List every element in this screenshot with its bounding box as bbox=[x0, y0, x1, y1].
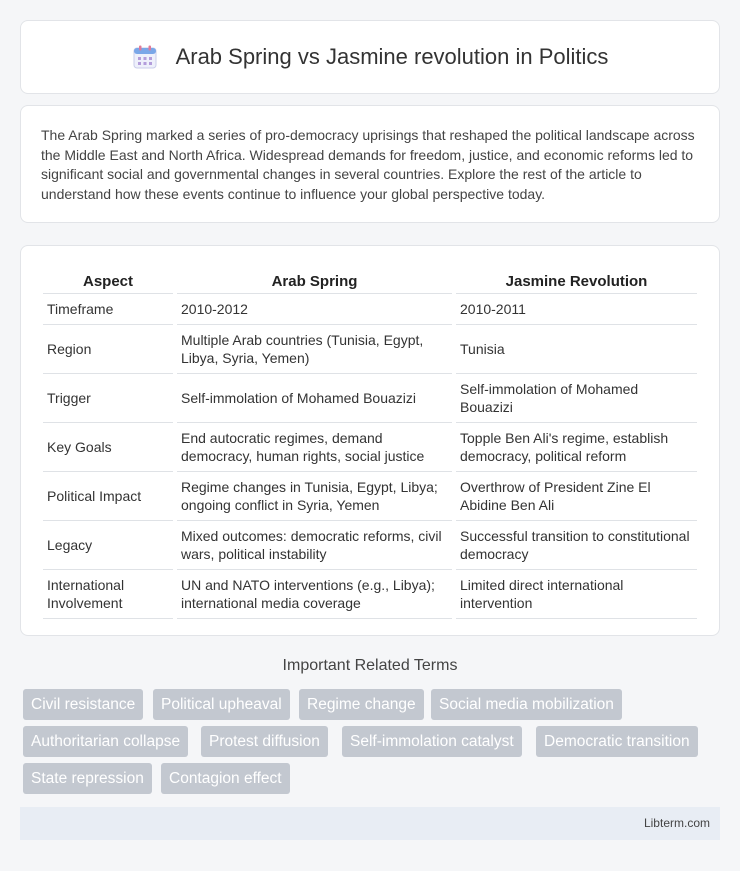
term-tag[interactable]: Democratic transition bbox=[536, 726, 698, 757]
comparison-table-card bbox=[20, 245, 720, 636]
intro-card bbox=[20, 105, 720, 223]
table-cell: Topple Ben Ali's regime, establish democracy, political reform bbox=[456, 423, 697, 472]
footer-site-link[interactable]: Libterm.com bbox=[643, 816, 710, 830]
column-header-arab-spring: Arab Spring bbox=[177, 264, 452, 294]
term-tag[interactable]: Regime change bbox=[299, 689, 424, 720]
table-cell: Region bbox=[43, 325, 173, 374]
term-tag[interactable]: Protest diffusion bbox=[201, 726, 328, 757]
term-tag[interactable]: Authoritarian collapse bbox=[23, 726, 188, 757]
table-cell: 2010-2011 bbox=[456, 294, 697, 325]
table-cell: Self-immolation of Mohamed Bouazizi bbox=[456, 374, 697, 423]
term-tag[interactable]: Self-immolation catalyst bbox=[342, 726, 522, 757]
related-terms-title: Important Related Terms bbox=[282, 657, 458, 674]
table-cell: Political Impact bbox=[43, 472, 173, 521]
intro-text: The Arab Spring marked a series of pro-democracy uprisings that reshaped the political landscape across the Middle East and North Africa. Widespread demands for freedom, justice, and economic reforms led to significant social and governmental changes in several countries. Explore the rest of the article to understand how these events continue to influence your global perspective today. bbox=[41, 127, 695, 202]
table-row bbox=[43, 472, 697, 521]
table-cell: Timeframe bbox=[43, 294, 173, 325]
table-cell: Legacy bbox=[43, 521, 173, 570]
table-cell: Regime changes in Tunisia, Egypt, Libya; ongoing conflict in Syria, Yemen bbox=[177, 472, 452, 521]
table-cell: Self-immolation of Mohamed Bouazizi bbox=[177, 374, 452, 423]
table-row bbox=[43, 570, 697, 619]
footer bbox=[20, 807, 720, 840]
page-title: Arab Spring vs Jasmine revolution in Politics bbox=[175, 44, 609, 69]
term-tag[interactable]: Political upheaval bbox=[153, 689, 290, 720]
table-row bbox=[43, 423, 697, 472]
table-row bbox=[43, 294, 697, 325]
table-cell: Mixed outcomes: democratic reforms, civil wars, political instability bbox=[177, 521, 452, 570]
table-cell: Tunisia bbox=[456, 325, 697, 374]
table-row bbox=[43, 325, 697, 374]
table-row bbox=[43, 521, 697, 570]
term-tag[interactable]: State repression bbox=[23, 763, 152, 794]
table-cell: Key Goals bbox=[43, 423, 173, 472]
table-cell: Successful transition to constitutional democracy bbox=[456, 521, 697, 570]
table-cell: 2010-2012 bbox=[177, 294, 452, 325]
header-card bbox=[20, 20, 720, 94]
table-cell: End autocratic regimes, demand democracy, human rights, social justice bbox=[177, 423, 452, 472]
table-row bbox=[43, 374, 697, 423]
calendar-icon bbox=[132, 44, 158, 70]
term-tag[interactable]: Social media mobilization bbox=[431, 689, 622, 720]
table-cell: International Involvement bbox=[43, 570, 173, 619]
term-tag[interactable]: Civil resistance bbox=[23, 689, 143, 720]
column-header-jasmine-revolution: Jasmine Revolution bbox=[456, 264, 697, 294]
table-cell: Trigger bbox=[43, 374, 173, 423]
column-header-aspect: Aspect bbox=[43, 264, 173, 294]
table-cell: UN and NATO interventions (e.g., Libya); international media coverage bbox=[177, 570, 452, 619]
table-cell: Overthrow of President Zine El Abidine Ben Ali bbox=[456, 472, 697, 521]
table-cell: Limited direct international intervention bbox=[456, 570, 697, 619]
table-cell: Multiple Arab countries (Tunisia, Egypt, Libya, Syria, Yemen) bbox=[177, 325, 452, 374]
term-tag[interactable]: Contagion effect bbox=[161, 763, 290, 794]
comparison-table bbox=[39, 264, 701, 619]
